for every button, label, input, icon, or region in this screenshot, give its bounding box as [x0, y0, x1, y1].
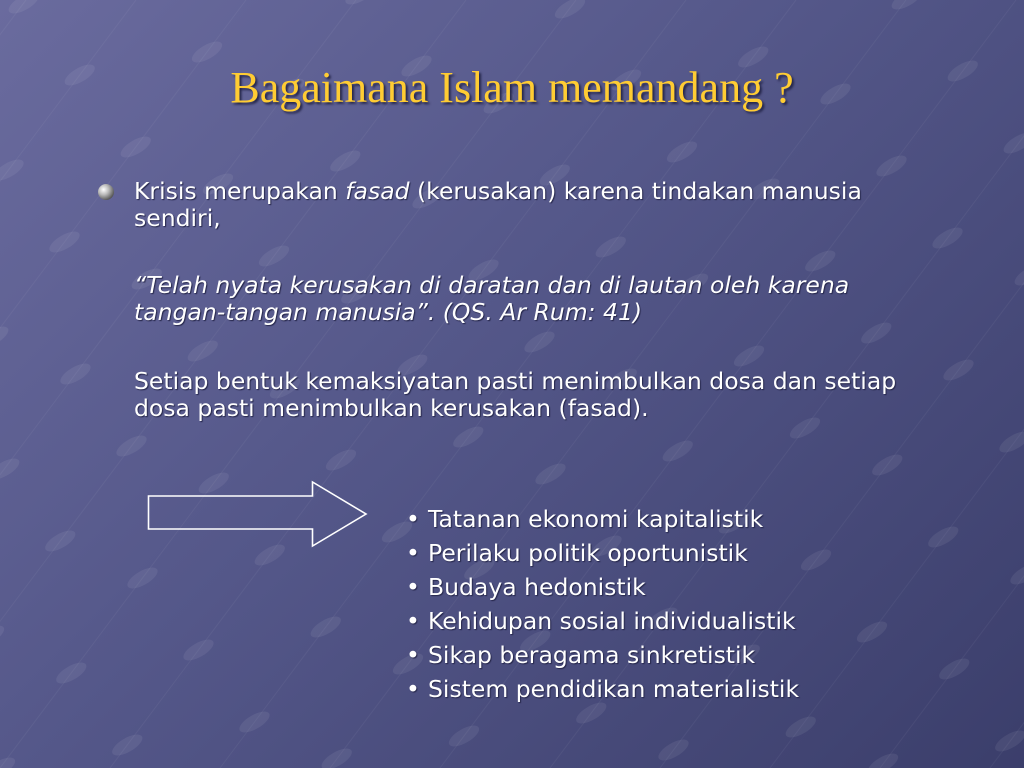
background-dot: [0, 454, 22, 483]
consequence-text: Tatanan ekonomi kapitalistik: [428, 505, 764, 533]
bullet-dot-icon: •: [406, 539, 420, 567]
slide-title: Bagaimana Islam memandang ?: [230, 63, 794, 112]
background-dot: [593, 232, 629, 261]
background-dot: [996, 427, 1024, 456]
bullet-dot-icon: •: [406, 573, 420, 601]
background-dot: [865, 749, 901, 768]
background-dot: [655, 735, 691, 764]
bullet-dot-icon: •: [406, 675, 420, 703]
background-dot: [664, 137, 700, 166]
background-dot: [0, 322, 11, 351]
background-dot: [1007, 559, 1024, 588]
sphere-bullet-icon: [98, 184, 114, 200]
background-dot: [180, 635, 216, 664]
right-arrow-icon: [146, 480, 372, 550]
statement-text: Setiap bentuk kemaksiyatan pasti menimbulkan dosa dan setiap dosa pasti menimbulkan kerusakan (fasad).: [134, 367, 897, 422]
consequence-text: Perilaku politik oportunistik: [428, 539, 748, 567]
consequence-item: [406, 502, 799, 536]
background-dot: [889, 0, 925, 14]
background-dot: [936, 654, 972, 683]
background-dot: [236, 707, 272, 736]
consequence-text: Sistem pendidikan materialistik: [428, 675, 800, 703]
consequence-item: [406, 570, 799, 604]
background-dot: [319, 744, 355, 768]
background-line: [990, 0, 1024, 768]
consequence-text: Budaya hedonistik: [428, 573, 646, 601]
background-dot: [256, 241, 292, 270]
background-dot: [521, 327, 557, 356]
quran-quote: “Telah nyata kerusakan di daratan dan di lautan oleh karena tangan-tangan manusia”. (QS. Ar Rum: 41): [134, 271, 850, 326]
bullet-emphasis: fasad: [345, 177, 410, 205]
background-dot: [854, 617, 890, 646]
consequence-text: Kehidupan sosial individualistik: [428, 607, 796, 635]
background-dot: [53, 658, 89, 687]
background-dot: [925, 522, 961, 551]
background-dot: [532, 459, 568, 488]
bullet-dot-icon: •: [406, 607, 420, 635]
background-dot: [992, 726, 1024, 755]
background-dot: [1001, 128, 1024, 157]
consequence-text: Sikap beragama sinkretistik: [428, 641, 756, 669]
consequence-item: [406, 536, 799, 570]
consequence-item: [406, 604, 799, 638]
background-dot: [118, 132, 154, 161]
background-dot: [0, 155, 27, 184]
background-dot: [57, 359, 93, 388]
bullet-dot-icon: •: [406, 641, 420, 669]
background-dot: [308, 612, 344, 641]
background-dot: [783, 712, 819, 741]
background-dot: [109, 730, 145, 759]
background-dot: [42, 526, 78, 555]
background-dot: [323, 445, 359, 474]
bullet-prefix: Krisis merupakan: [134, 177, 346, 205]
background-dot: [327, 146, 363, 175]
background-dot: [450, 422, 486, 451]
consequence-item: [406, 638, 799, 672]
bullet-dot-icon: •: [406, 505, 420, 533]
background-dot: [185, 336, 221, 365]
background-dot: [552, 0, 588, 23]
background-dot: [6, 0, 42, 18]
bullet-suffix: (kerusakan) karena tindakan manusia sendiri,: [134, 177, 862, 232]
background-dot: [0, 621, 7, 650]
background-line: [0, 0, 26, 768]
background-dot: [1012, 260, 1024, 289]
background-dot: [342, 0, 378, 9]
bullet-text: [134, 178, 934, 232]
background-dot: [869, 450, 905, 479]
background-dot: [929, 223, 965, 252]
background-dot: [46, 227, 82, 256]
background-dot: [124, 563, 160, 592]
background-dot: [660, 436, 696, 465]
background-dot: [798, 545, 834, 574]
background-dot: [940, 355, 976, 384]
background-dot: [446, 721, 482, 750]
background-dot: [873, 151, 909, 180]
consequence-item: [406, 672, 799, 706]
background-dot: [113, 431, 149, 460]
consequence-list: [406, 502, 799, 706]
